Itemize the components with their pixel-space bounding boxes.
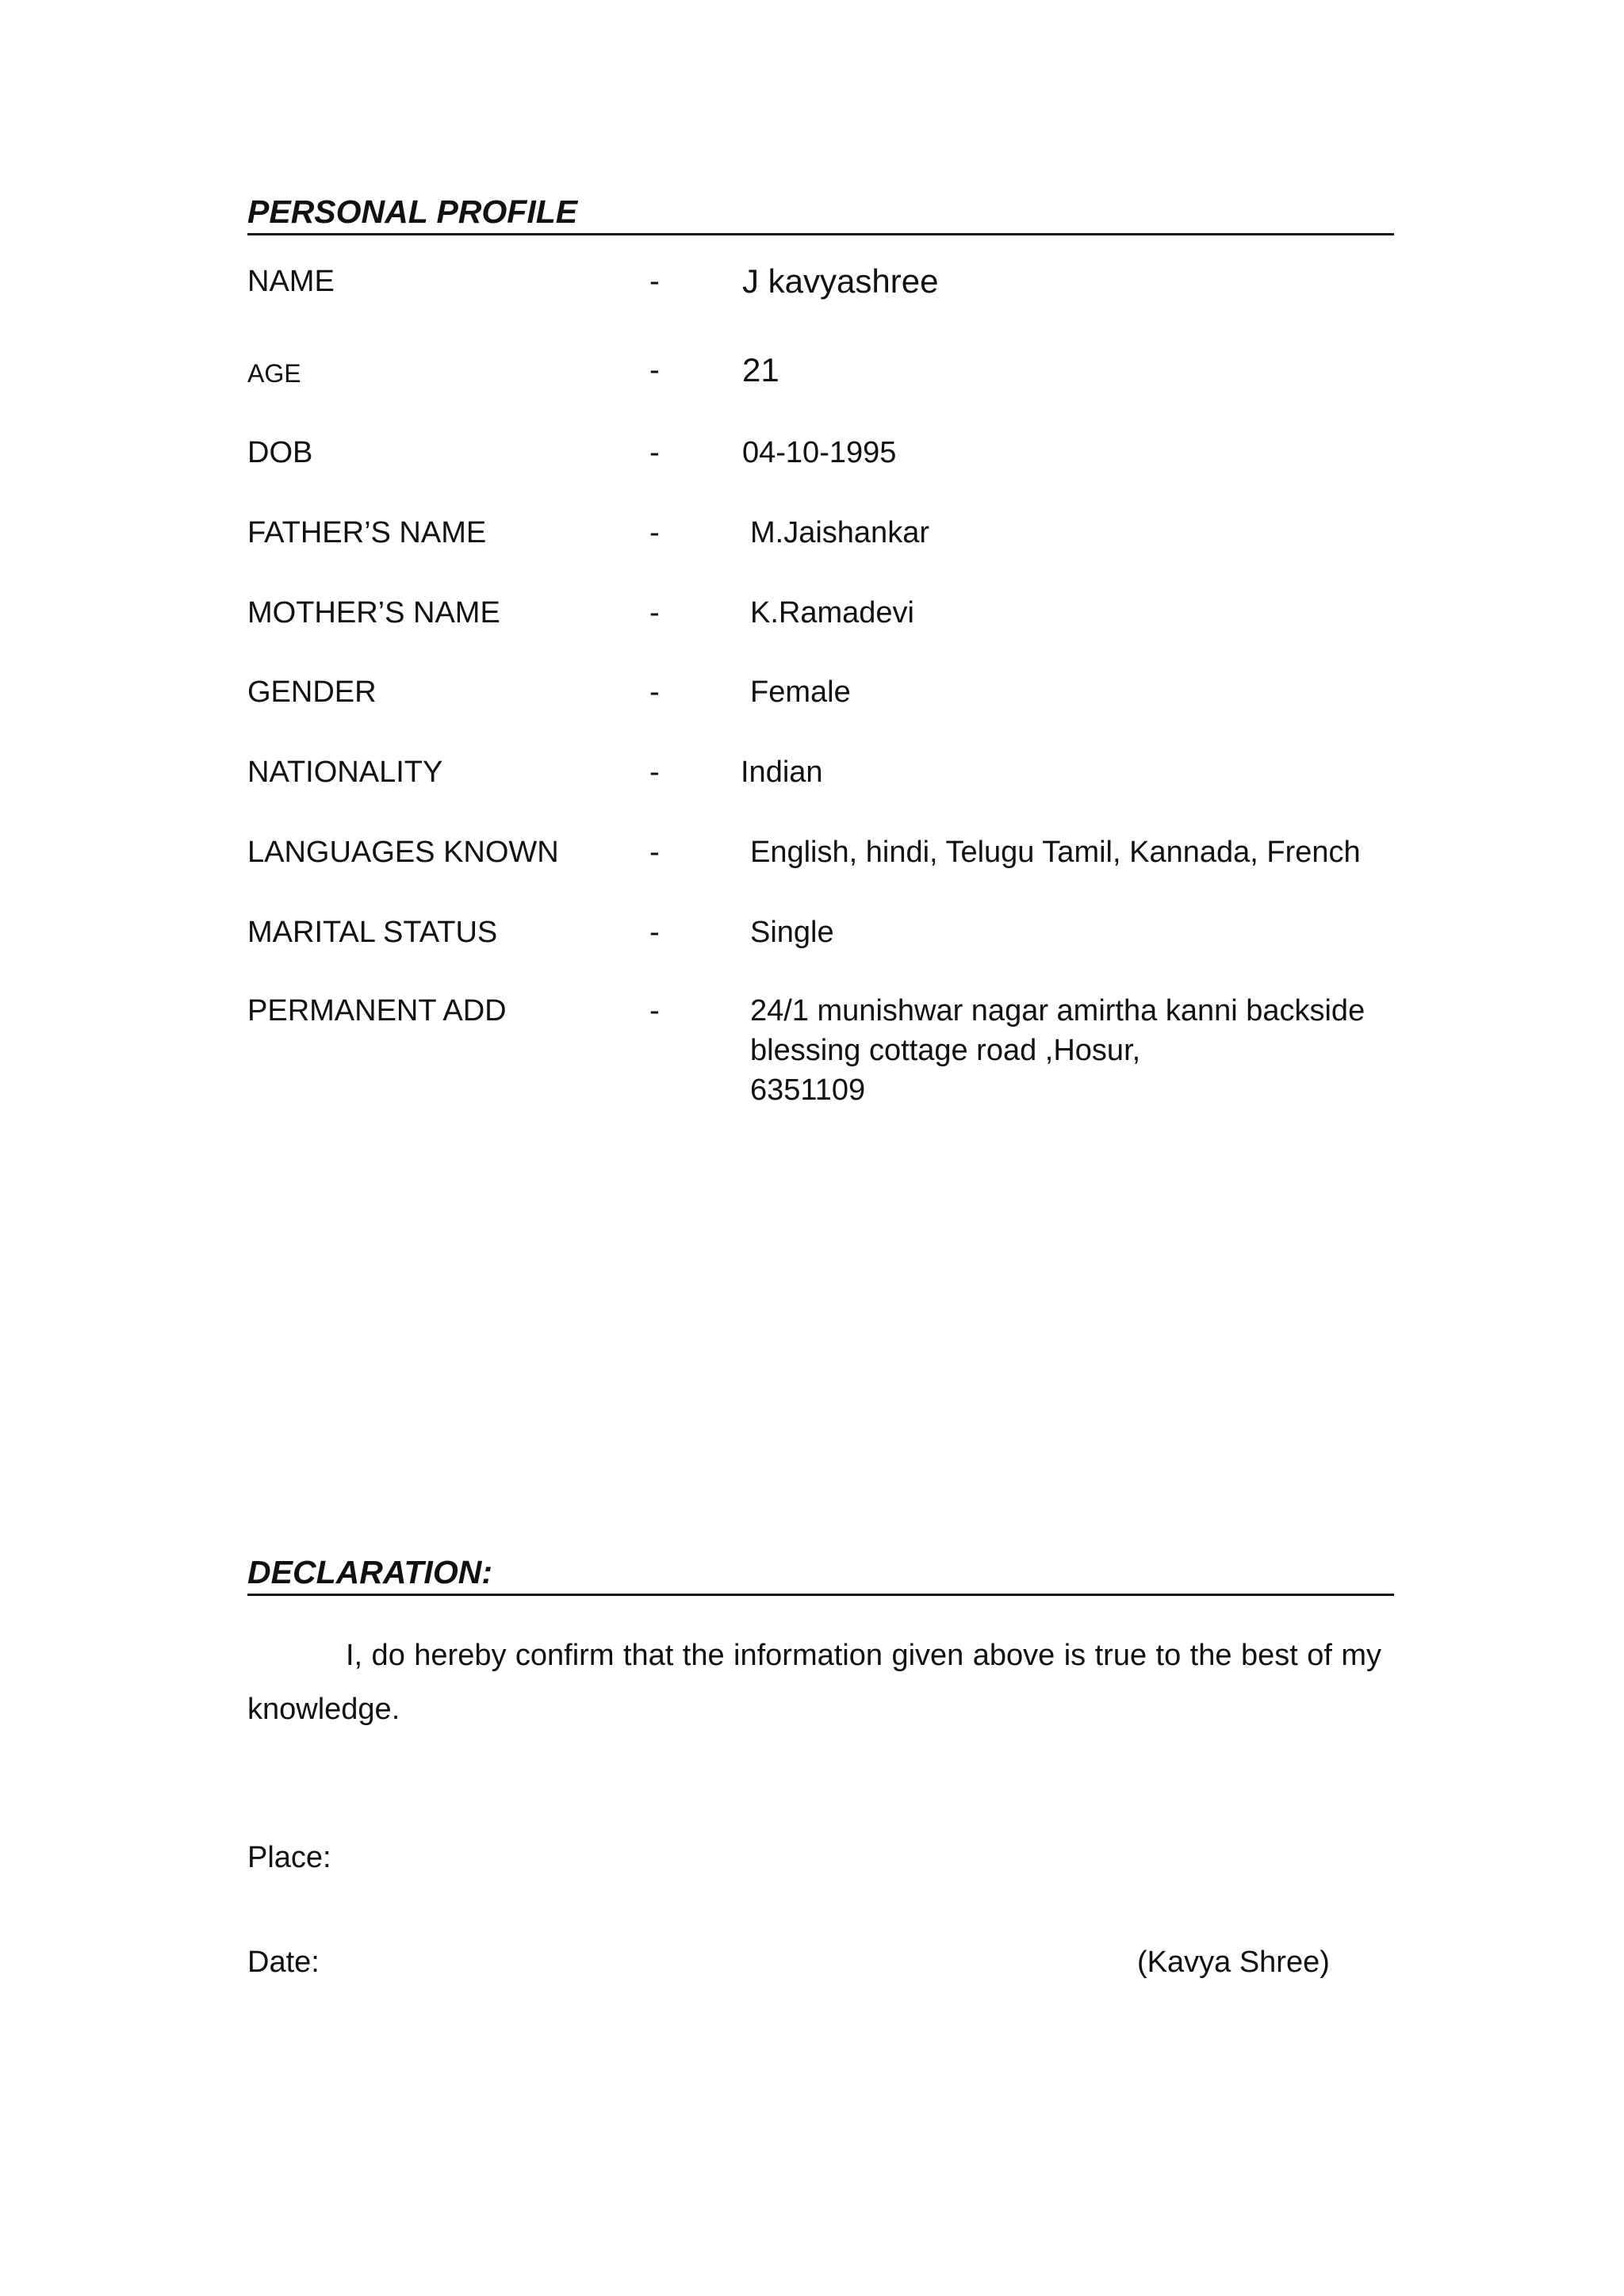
profile-label: MARITAL STATUS: [247, 916, 498, 949]
place-label: Place:: [247, 1841, 331, 1874]
profile-label: GENDER: [247, 675, 377, 709]
separator-dash: -: [649, 354, 660, 387]
separator-dash: -: [649, 675, 660, 709]
separator-dash: -: [649, 916, 660, 949]
address-line: 6351109: [750, 1073, 866, 1107]
address-value: [750, 991, 1365, 1110]
personal-profile-heading: PERSONAL PROFILE: [247, 192, 1394, 235]
profile-label: LANGUAGES KNOWN: [247, 836, 559, 869]
separator-dash: -: [649, 436, 660, 469]
profile-value: English, hindi, Telugu Tamil, Kannada, French: [750, 836, 1361, 869]
signature-name: (Kavya Shree): [1137, 1946, 1330, 1979]
separator-dash: -: [649, 265, 660, 298]
profile-value: 04-10-1995: [742, 436, 897, 469]
declaration-heading: DECLARATION:: [247, 1552, 1394, 1596]
profile-value: 21: [742, 351, 779, 388]
separator-dash: -: [649, 756, 660, 789]
separator-dash: -: [649, 596, 660, 629]
profile-value: K.Ramadevi: [750, 596, 914, 629]
separator-dash: -: [649, 836, 660, 869]
date-label: Date:: [247, 1946, 320, 1979]
separator-dash: -: [649, 994, 660, 1027]
address-line: 24/1 munishwar nagar amirtha kanni backside: [750, 994, 1365, 1027]
profile-value: Indian: [741, 756, 823, 789]
profile-value: M.Jaishankar: [750, 516, 929, 549]
profile-label: AGE: [247, 359, 301, 388]
profile-label: DOB: [247, 436, 313, 469]
address-line: blessing cottage road ,Hosur,: [750, 1034, 1141, 1067]
profile-label: MOTHER’S NAME: [247, 596, 500, 629]
profile-value: Single: [750, 916, 834, 949]
profile-label: FATHER’S NAME: [247, 516, 487, 549]
profile-label: NATIONALITY: [247, 756, 443, 789]
declaration-text: I, do hereby confirm that the information given above is true to the best of my knowledge.: [247, 1639, 1381, 1726]
separator-dash: -: [649, 516, 660, 549]
profile-value: J kavyashree: [742, 262, 939, 300]
profile-label: PERMANENT ADD: [247, 994, 507, 1027]
profile-value: Female: [750, 675, 851, 709]
profile-label: NAME: [247, 265, 335, 298]
